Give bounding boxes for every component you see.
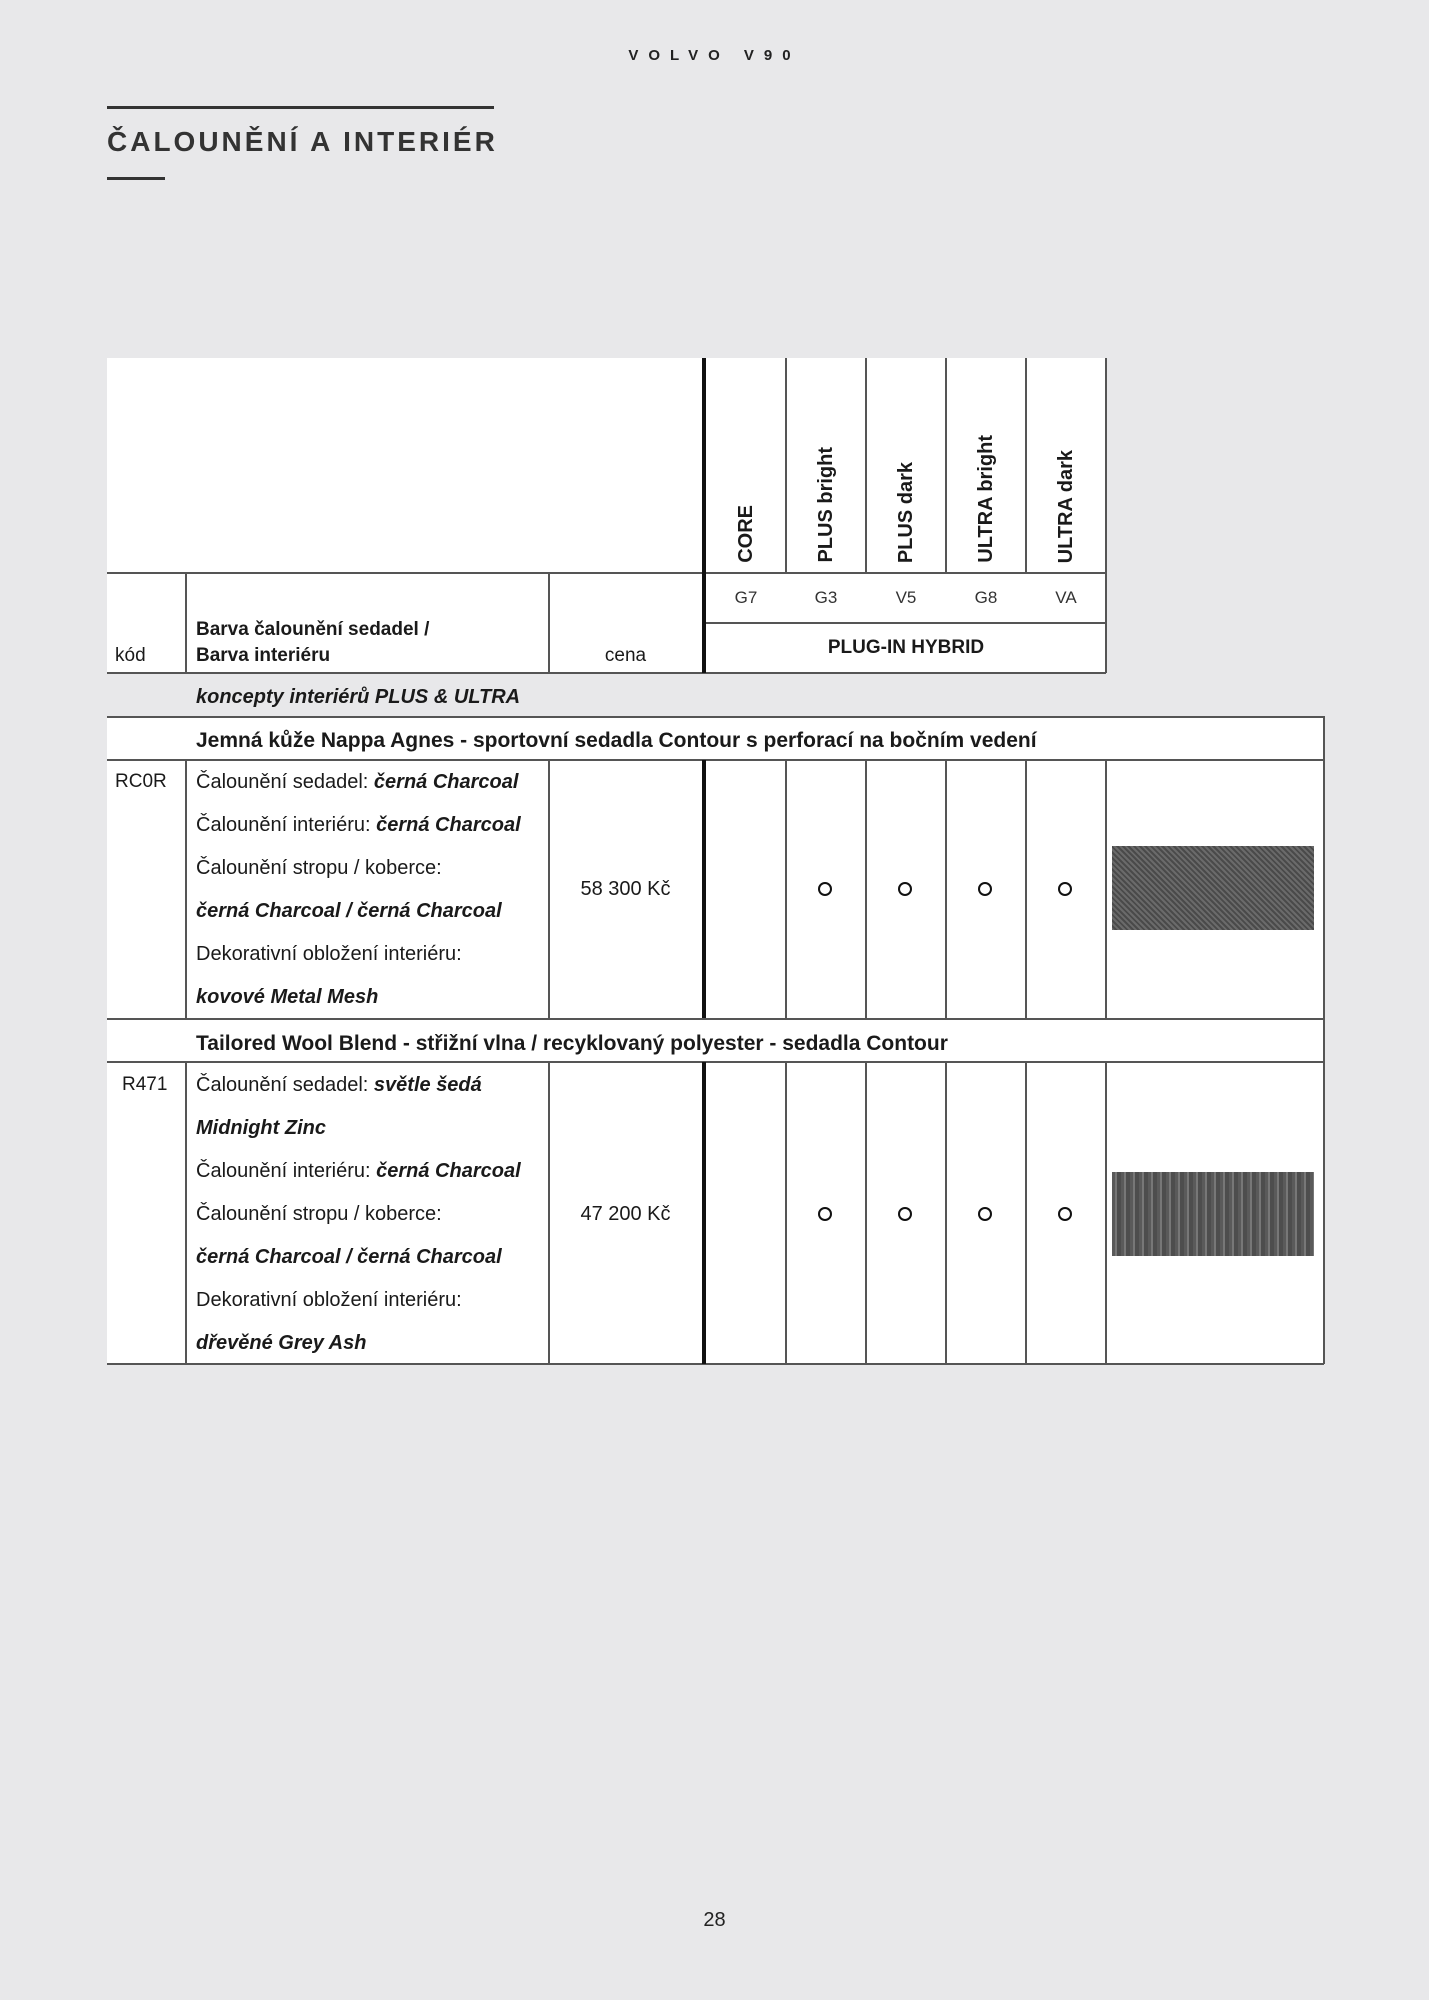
grid-line bbox=[1323, 716, 1325, 1364]
grid-line bbox=[1025, 760, 1027, 1018]
grid-line bbox=[1025, 1062, 1027, 1364]
trim-code-ultra-dark: VA bbox=[1055, 588, 1077, 607]
grid-line bbox=[185, 1062, 187, 1364]
section-1-line-5: Dekorativní obložení interiéru: bbox=[196, 943, 462, 965]
section-2-line-7: dřevěné Grey Ash bbox=[196, 1332, 367, 1354]
grid-line bbox=[107, 759, 1324, 761]
brand-header: VOLVO V90 bbox=[628, 47, 801, 64]
section-1-code: RC0R bbox=[115, 771, 167, 792]
section-1-line-3: Čalounění stropu / koberce: bbox=[196, 857, 442, 879]
section-1-line-1: Čalounění sedadel: černá Charcoal bbox=[196, 771, 519, 793]
grid-line bbox=[107, 1018, 1324, 1020]
col-header-cena: cena bbox=[604, 645, 647, 666]
trim-code-ultra-bright: G8 bbox=[974, 588, 998, 607]
grid-line bbox=[702, 760, 706, 1018]
trim-code-plus-bright: G3 bbox=[814, 588, 838, 607]
page-title: ČALOUNĚNÍ A INTERIÉR bbox=[107, 126, 498, 157]
grid-line bbox=[865, 1062, 867, 1364]
grid-line bbox=[1105, 358, 1107, 673]
col-header-barva-2: Barva interiéru bbox=[196, 645, 331, 666]
trim-core: CORE bbox=[734, 505, 757, 563]
grey-ash-swatch bbox=[1112, 1172, 1314, 1256]
trim-code-plus-dark: V5 bbox=[895, 588, 917, 607]
grid-line bbox=[107, 572, 1106, 574]
grid-line bbox=[945, 760, 947, 1018]
section-2-line-6: Dekorativní obložení interiéru: bbox=[196, 1289, 462, 1311]
trim-plus-dark: PLUS dark bbox=[894, 461, 917, 563]
section-2-line-4: Čalounění stropu / koberce: bbox=[196, 1203, 442, 1225]
powertrain-label: PLUG-IN HYBRID bbox=[827, 637, 985, 658]
grid-line bbox=[107, 1061, 1324, 1063]
col-header-barva-1: Barva čalounění sedadel / bbox=[196, 619, 430, 640]
grid-line bbox=[865, 358, 867, 573]
grid-line bbox=[785, 1062, 787, 1364]
grid-line bbox=[548, 760, 550, 1018]
section-2-avail-ultra-dark bbox=[1058, 1207, 1072, 1221]
section-1-price: 58 300 Kč bbox=[580, 878, 671, 900]
section-2-line-2: Midnight Zinc bbox=[196, 1117, 326, 1139]
section-1-avail-plus-dark bbox=[898, 882, 912, 896]
section-2-price: 47 200 Kč bbox=[580, 1203, 671, 1225]
trim-ultra-bright: ULTRA bright bbox=[974, 435, 997, 563]
grid-line bbox=[865, 760, 867, 1018]
section-1-line-6: kovové Metal Mesh bbox=[196, 986, 379, 1008]
page-number: 28 bbox=[703, 1909, 726, 1931]
concept-label: koncepty interiérů PLUS & ULTRA bbox=[196, 686, 521, 708]
grid-line bbox=[185, 573, 187, 673]
trim-ultra-dark: ULTRA dark bbox=[1054, 449, 1077, 563]
col-header-kod: kód bbox=[115, 645, 146, 666]
section-2-avail-plus-bright bbox=[818, 1207, 832, 1221]
grid-line bbox=[548, 1062, 550, 1364]
trim-plus-bright: PLUS bright bbox=[814, 447, 837, 563]
grid-line bbox=[945, 358, 947, 573]
section-2-code: R471 bbox=[122, 1074, 168, 1095]
header-blank bbox=[107, 358, 706, 573]
grid-line bbox=[107, 1363, 1324, 1365]
trim-code-core: G7 bbox=[734, 588, 758, 607]
section-1-avail-ultra-dark bbox=[1058, 882, 1072, 896]
grid-line bbox=[702, 1062, 706, 1364]
grid-line bbox=[107, 716, 1324, 718]
section-1-title: Jemná kůže Nappa Agnes - sportovní sedadla Contour s perforací na bočním vedení bbox=[196, 729, 1037, 752]
grid-line bbox=[185, 760, 187, 1018]
section-2-avail-ultra-bright bbox=[978, 1207, 992, 1221]
section-1-line-2: Čalounění interiéru: černá Charcoal bbox=[196, 814, 521, 836]
grid-line bbox=[1105, 1062, 1107, 1364]
grid-line bbox=[706, 622, 1106, 624]
metal-mesh-swatch bbox=[1112, 846, 1314, 930]
section-2-line-3: Čalounění interiéru: černá Charcoal bbox=[196, 1160, 521, 1182]
section-2-line-1: Čalounění sedadel: světle šedá bbox=[196, 1074, 482, 1096]
grid-line bbox=[107, 672, 1106, 674]
grid-line bbox=[945, 1062, 947, 1364]
grid-line bbox=[548, 573, 550, 673]
grid-line bbox=[785, 358, 787, 573]
section-2-title: Tailored Wool Blend - střižní vlna / recyklovaný polyester - sedadla Contour bbox=[196, 1032, 948, 1055]
section-2-avail-plus-dark bbox=[898, 1207, 912, 1221]
section-1-avail-plus-bright bbox=[818, 882, 832, 896]
grid-line bbox=[1105, 760, 1107, 1018]
section-1-line-4: černá Charcoal / černá Charcoal bbox=[196, 900, 502, 922]
grid-line bbox=[702, 358, 706, 673]
grid-line bbox=[785, 760, 787, 1018]
grid-line bbox=[1025, 358, 1027, 573]
section-1-avail-ultra-bright bbox=[978, 882, 992, 896]
section-2-line-5: černá Charcoal / černá Charcoal bbox=[196, 1246, 502, 1268]
